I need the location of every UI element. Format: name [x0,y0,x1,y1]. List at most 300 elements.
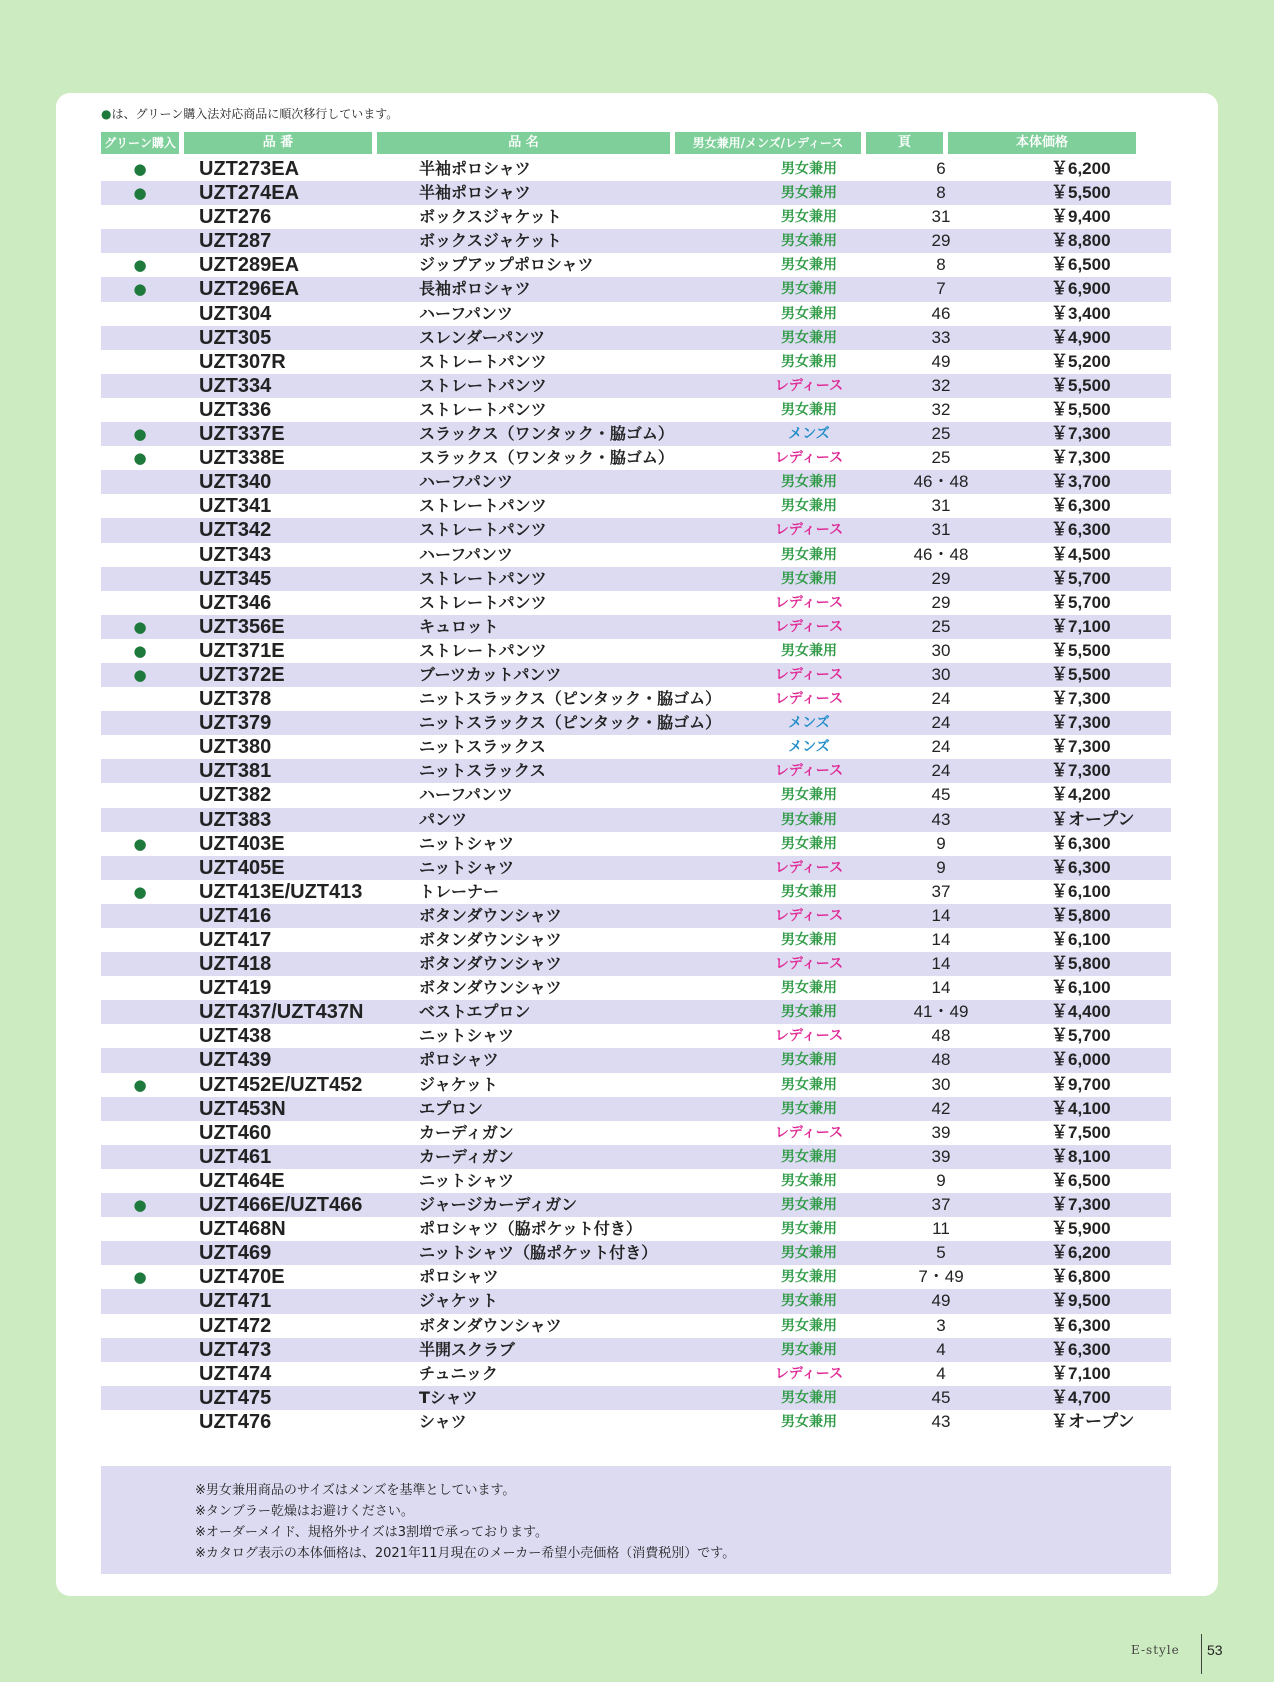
gender-label: メンズ [788,715,830,732]
table-row [101,735,1171,759]
gender-label: 男女兼用 [781,185,837,202]
page-ref: 24 [931,689,951,709]
product-code: UZT417 [199,929,272,951]
product-name: ニットスラックス（ピンタック・脇ゴム） [419,713,722,733]
green-mark: ● [133,882,147,901]
green-mark [101,1121,179,1145]
price: ￥5,500 [1051,375,1111,395]
product-name: ボタンダウンシャツ [419,954,562,974]
product-code: UZT418 [199,953,272,976]
price: ￥4,200 [1051,785,1111,805]
product-name: ニットシャツ [419,833,515,853]
table-row [101,759,1171,783]
product-name: ボタンダウンシャツ [419,1315,562,1335]
price: ￥6,100 [1051,881,1111,901]
green-mark [101,711,179,735]
table-row [101,1338,1171,1362]
green-mark [101,856,179,880]
product-name: チュニック [419,1363,498,1383]
page-ref: 3 [936,1315,946,1335]
product-name: ボタンダウンシャツ [419,930,562,949]
catalog-card [56,93,1218,1596]
product-code: UZT475 [199,1386,272,1409]
product-code: UZT476 [199,1410,272,1433]
product-code: UZT461 [199,1145,272,1168]
gender-label: 男女兼用 [781,787,837,804]
table-row [101,1145,1171,1169]
gender-label: 男女兼用 [781,932,837,948]
product-code: UZT437/UZT437N [199,1001,364,1024]
price: ￥8,800 [1051,231,1111,251]
product-name: カーディガン [419,1122,514,1142]
product-name: 長袖ポロシャツ [419,279,531,299]
green-mark: ● [133,834,147,853]
product-name: スラックス（ワンタック・脇ゴム） [419,448,674,468]
green-mark: ● [133,449,147,468]
page-ref: 39 [931,1146,951,1166]
green-mark [101,976,179,1000]
gender-label: 男女兼用 [781,329,837,346]
table-row [101,1410,1171,1434]
table-row [101,422,1171,446]
product-name: Tシャツ [419,1387,478,1407]
gender-label: 男女兼用 [781,305,837,322]
page-ref: 5 [936,1243,946,1263]
product-code: UZT469 [199,1242,272,1265]
page-ref: 25 [931,616,951,636]
product-table-body [101,157,1171,1434]
gender-label: レディース [774,450,844,467]
gender-label: 男女兼用 [781,1413,837,1430]
table-row [101,928,1171,952]
green-mark: ● [133,641,147,660]
product-code: UZT341 [199,495,272,518]
price: ￥6,800 [1051,1267,1111,1287]
green-mark [101,1000,179,1024]
table-row [101,1000,1171,1024]
product-code: UZT466E/UZT466 [199,1194,363,1217]
gender-label: レディース [774,1124,844,1141]
gender-label: 男女兼用 [781,401,837,418]
product-name: 半袖ポロシャツ [419,183,531,203]
product-code: UZT307R [199,350,286,373]
product-code: UZT439 [199,1049,272,1072]
table-row [101,1121,1171,1145]
green-mark [101,1289,179,1313]
product-name: ニットシャツ [419,1170,515,1190]
product-code: UZT471 [199,1290,272,1313]
gender-label: 男女兼用 [781,980,837,997]
gender-label: 男女兼用 [781,1389,837,1406]
product-code: UZT383 [199,808,272,831]
product-name: ボックスジャケット [419,231,562,251]
green-mark [101,229,179,253]
product-code: UZT413E/UZT413 [199,880,363,903]
price: ￥5,200 [1051,351,1111,371]
gender-label: レディース [774,763,844,780]
table-row [101,976,1171,1000]
gender-label: 男女兼用 [781,642,837,659]
table-row [101,783,1171,807]
product-name: ジップアップポロシャツ [419,255,594,275]
price: ￥4,400 [1051,1002,1111,1022]
price: ￥6,100 [1051,978,1111,998]
green-mark [101,1362,179,1386]
green-mark: ● [133,256,147,275]
green-mark [101,808,179,832]
price: ￥9,500 [1051,1291,1111,1311]
price: ￥4,100 [1051,1098,1111,1118]
page-ref: 37 [931,881,951,901]
page-number: 53 [1207,1642,1223,1658]
page-ref: 9 [936,857,946,877]
product-name: ボックスジャケット [419,207,562,227]
green-mark [101,302,179,326]
green-mark [101,1145,179,1169]
table-row [101,663,1171,687]
green-mark: ● [133,425,147,444]
gender-label: 男女兼用 [781,1076,837,1093]
product-code: UZT382 [199,784,272,807]
green-mark: ● [133,1196,147,1215]
page-ref: 43 [931,809,951,829]
price: ￥6,200 [1051,1243,1111,1263]
gender-label: レディース [774,522,844,539]
product-code: UZT470E [199,1266,285,1289]
note-line: ※カタログ表示の本体価格は、2021年11月現在のメーカー希望小売価格（消費税別）です。 [195,1546,736,1561]
product-name: ベストエプロン [419,1002,531,1022]
page-ref: 25 [931,448,951,468]
table-row [101,205,1171,229]
page-ref: 7 [936,279,946,299]
price: ￥7,300 [1051,737,1111,757]
table-row [101,880,1171,904]
product-name: ボタンダウンシャツ [419,905,562,925]
green-mark [101,326,179,350]
gender-label: 男女兼用 [781,1172,837,1189]
header-price: 本体価格 [948,132,1136,154]
green-mark [101,470,179,494]
table-row [101,181,1171,205]
green-mark [101,1338,179,1362]
price: ￥7,300 [1051,1195,1111,1215]
page-ref: 4 [936,1339,946,1359]
green-mark [101,1241,179,1265]
price: ￥5,700 [1051,1026,1111,1046]
product-code: UZT356E [199,615,285,638]
table-row [101,398,1171,422]
product-code: UZT274EA [199,182,300,205]
price: ￥9,700 [1051,1074,1111,1094]
product-name: ハーフパンツ [419,303,513,323]
gender-label: 男女兼用 [781,233,837,250]
table-row [101,591,1171,615]
page-ref: 24 [931,761,951,781]
green-mark: ● [133,280,147,299]
page-ref: 48 [931,1026,951,1046]
price: ￥5,900 [1051,1219,1111,1239]
product-code: UZT381 [199,760,272,783]
table-header [101,132,1171,154]
product-code: UZT474 [199,1362,272,1385]
product-code: UZT346 [199,591,272,614]
product-name: ニットスラックス（ピンタック・脇ゴム） [419,689,722,709]
price: ￥7,300 [1051,424,1111,444]
product-name: スレンダーパンツ [419,327,546,347]
gender-label: レディース [774,1365,844,1382]
page-ref: 24 [931,737,951,757]
table-row [101,1386,1171,1410]
product-code: UZT378 [199,688,272,711]
product-code: UZT473 [199,1338,272,1361]
product-code: UZT372E [199,663,285,686]
gender-label: 男女兼用 [781,1148,837,1165]
price: ￥8,100 [1051,1146,1111,1166]
green-mark [101,543,179,567]
table-row [101,832,1171,856]
product-name: ハーフパンツ [419,785,513,805]
table-row [101,470,1171,494]
green-mark [101,205,179,229]
page-ref: 49 [931,351,951,371]
page-ref: 37 [931,1195,951,1215]
gender-label: 男女兼用 [781,835,837,852]
price: ￥6,900 [1051,279,1111,299]
product-name: ストレートパンツ [419,520,547,540]
gender-label: レディース [774,907,844,924]
gender-label: 男女兼用 [781,1100,837,1117]
product-code: UZT343 [199,543,272,566]
product-name: ニットシャツ [419,857,515,877]
page-ref: 14 [931,905,951,925]
green-mark [101,374,179,398]
gender-label: レディース [774,594,844,611]
product-code: UZT340 [199,471,272,494]
footer-divider [1201,1634,1202,1674]
page-ref: 31 [931,496,951,516]
table-row [101,952,1171,976]
price: ￥5,800 [1051,954,1111,974]
page-ref: 14 [931,930,951,949]
page-ref: 46 [931,303,951,323]
gender-label: レディース [774,956,844,973]
green-mark: ● [133,1075,147,1094]
table-row [101,446,1171,470]
table-row [101,1024,1171,1048]
page-ref: 30 [931,1074,951,1094]
table-row [101,1265,1171,1289]
table-row [101,1289,1171,1313]
table-row [101,518,1171,542]
product-code: UZT289EA [199,254,300,277]
page-ref: 39 [931,1122,951,1142]
price: ￥4,500 [1051,544,1111,564]
table-row [101,615,1171,639]
green-mark [101,687,179,711]
product-code: UZT453N [199,1097,286,1120]
product-name: パンツ [419,809,468,829]
gender-label: 男女兼用 [781,209,837,226]
green-mark [101,1386,179,1410]
product-code: UZT416 [199,904,272,927]
page-ref: 8 [936,183,946,203]
product-name: ストレートパンツ [419,592,547,612]
note-line: ※男女兼用商品のサイズはメンズを基準としています。 [195,1483,516,1498]
product-code: UZT371E [199,639,285,662]
product-name: カーディガン [419,1146,514,1166]
product-code: UZT276 [199,206,272,229]
price: ￥7,300 [1051,761,1111,781]
table-row [101,302,1171,326]
green-mark [101,350,179,374]
product-code: UZT380 [199,736,272,759]
green-note-text: は、グリーン購入法対応商品に順次移行しています。 [111,107,399,121]
page-ref: 48 [931,1050,951,1070]
green-mark [101,1024,179,1048]
gender-label: レディース [774,618,844,635]
product-code: UZT472 [199,1314,272,1337]
price: ￥5,700 [1051,592,1111,612]
price: ￥オープン [1051,809,1135,829]
gender-label: 男女兼用 [781,474,837,491]
green-mark [101,952,179,976]
page-ref: 32 [931,375,951,395]
table-row [101,1169,1171,1193]
table-row [101,229,1171,253]
green-mark: ● [133,160,147,178]
page-ref: 14 [931,978,951,998]
product-name: ポロシャツ（脇ポケット付き） [419,1219,642,1239]
page-ref: 45 [931,1387,951,1407]
price: ￥5,500 [1051,640,1111,660]
green-mark [101,783,179,807]
note-line: ※タンブラー乾燥はお避けください。 [195,1504,414,1519]
product-code: UZT296EA [199,278,300,301]
gender-label: 男女兼用 [781,498,837,515]
product-code: UZT338E [199,447,285,470]
page-ref: 33 [931,327,951,347]
table-row [101,1217,1171,1241]
gender-label: 男女兼用 [781,1293,837,1310]
green-mark [101,735,179,759]
green-mark [101,1048,179,1072]
table-row [101,277,1171,301]
price: ￥7,300 [1051,713,1111,733]
gender-label: 男女兼用 [781,1245,837,1262]
product-name: ハーフパンツ [419,544,513,564]
product-code: UZT305 [199,326,272,349]
price: ￥7,500 [1051,1122,1111,1142]
green-mark [101,518,179,542]
price: ￥3,400 [1051,303,1111,323]
green-mark [101,928,179,952]
product-code: UZT342 [199,519,272,542]
table-row [101,711,1171,735]
green-mark [101,759,179,783]
product-name: シャツ [419,1411,467,1431]
page-ref: 8 [936,255,946,275]
table-row [101,856,1171,880]
footer-brand: E-style [1131,1643,1180,1657]
product-code: UZT345 [199,567,272,590]
page-ref: 43 [931,1411,951,1431]
table-row [101,1362,1171,1386]
green-mark [101,1169,179,1193]
product-name: トレーナー [419,881,500,901]
table-row [101,1048,1171,1072]
product-name: ジャージカーディガン [419,1195,578,1215]
gender-label: 男女兼用 [781,257,837,274]
price: ￥5,500 [1051,183,1111,203]
product-code: UZT336 [199,398,272,421]
product-name: ストレートパンツ [419,351,547,371]
product-name: ストレートパンツ [419,496,547,516]
price: ￥オープン [1051,1411,1135,1431]
gender-label: 男女兼用 [781,883,837,900]
green-mark: ● [133,184,147,203]
table-row [101,253,1171,277]
price: ￥4,900 [1051,327,1111,347]
table-row [101,687,1171,711]
gender-label: レディース [774,666,844,683]
price: ￥7,300 [1051,689,1111,709]
page-ref: 45 [931,785,951,805]
header-code: 品 番 [184,132,372,154]
table-row [101,1314,1171,1338]
green-mark: ● [133,1268,147,1287]
page-ref: 30 [931,640,951,660]
table-row [101,567,1171,591]
header-name: 品 名 [377,132,670,154]
green-mark [101,1314,179,1338]
header-gender: 男女兼用/メンズ/レディース [675,132,861,154]
green-mark [101,1410,179,1434]
gender-label: 男女兼用 [781,1052,837,1069]
product-code: UZT379 [199,712,272,735]
price: ￥6,000 [1051,1050,1111,1070]
price: ￥6,300 [1051,1315,1111,1335]
gender-label: 男女兼用 [781,353,837,370]
price: ￥6,300 [1051,496,1111,516]
product-name: ストレートパンツ [419,399,547,419]
price: ￥6,500 [1051,255,1111,275]
price: ￥6,300 [1051,520,1111,540]
gender-label: 男女兼用 [781,1317,837,1334]
gender-label: レディース [774,859,844,876]
gender-label: レディース [774,377,844,394]
table-row [101,350,1171,374]
page-ref: 24 [931,713,951,733]
green-mark: ● [133,665,147,684]
table-row [101,157,1171,181]
table-row [101,494,1171,518]
green-marker-dot: ● [101,107,112,121]
product-code: UZT460 [199,1121,272,1144]
price: ￥5,500 [1051,664,1111,684]
price: ￥6,300 [1051,1339,1111,1359]
green-mark [101,398,179,422]
table-row [101,904,1171,928]
note-line: ※オーダーメイド、規格外サイズは3割増で承っております。 [195,1525,549,1540]
page-ref: 6 [936,159,946,178]
product-code: UZT273EA [199,158,300,180]
page-ref: 46・48 [913,544,969,564]
page-ref: 11 [932,1219,950,1239]
product-name: ニットシャツ [419,1026,515,1046]
product-name: エプロン [419,1098,484,1118]
page-ref: 9 [936,1170,946,1190]
product-name: ニットシャツ（脇ポケット付き） [419,1243,658,1263]
